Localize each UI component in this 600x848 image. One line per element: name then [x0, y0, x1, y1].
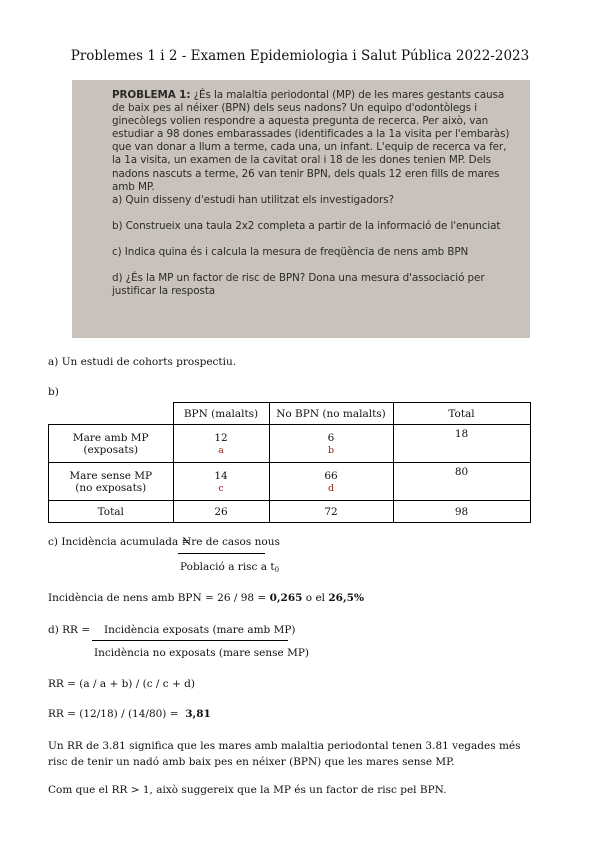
answer-c-result — [48, 592, 364, 604]
problem-heading: PROBLEMA 1: — [112, 89, 191, 101]
result-value: 0,265 — [269, 592, 303, 604]
row-label — [49, 425, 174, 463]
cell-value: 12 — [214, 431, 228, 444]
result-mid: o el — [305, 592, 326, 604]
answer-c-prefix: c) Incidència acumulada = — [48, 536, 191, 548]
question-b: b) Construeix una taula 2x2 completa a partir de la informació de l'enunciat — [112, 219, 501, 232]
rr-value: 3,81 — [185, 708, 211, 720]
contingency-table — [48, 402, 531, 523]
table-cell: 72 — [269, 501, 393, 523]
answer-d-numerator: Incidència exposats (mare amb MP) — [104, 624, 296, 636]
cell-letter: c — [218, 482, 224, 494]
table-cell — [269, 425, 393, 463]
question-d: d) ¿És la MP un factor de risc de BPN? Dona una mesura d'associació per justificar la resposta — [112, 272, 485, 298]
answer-c-denominator — [180, 561, 279, 574]
result-percent: 26,5% — [328, 592, 364, 604]
table-cell-total: 98 — [393, 501, 530, 523]
question-a: a) Quin disseny d'estudi han utilitzat els investigadors? — [112, 193, 394, 206]
cell-letter: d — [327, 482, 335, 494]
problem-statement — [112, 89, 514, 194]
answer-d-fraction-bar — [92, 640, 288, 641]
table-cell — [173, 463, 269, 501]
table-header-row — [49, 403, 531, 425]
cell-letter: b — [327, 444, 335, 456]
cell-value: 14 — [214, 469, 228, 482]
result-prefix: Incidència de nens amb BPN = 26 / 98 = — [48, 592, 267, 604]
answer-b-label: b) — [48, 386, 59, 398]
table-row — [49, 463, 531, 501]
rr-calc-prefix: RR = (12/18) / (14/80) = — [48, 708, 179, 720]
row-label: Total — [49, 501, 174, 523]
table-header-empty — [49, 403, 174, 425]
denominator-subscript: 0 — [274, 566, 280, 574]
answer-c-fraction-bar — [178, 553, 265, 554]
table-row — [49, 425, 531, 463]
answer-d-denominator: Incidència no exposats (mare sense MP) — [94, 647, 309, 659]
row-label-main: Mare sense MP — [69, 469, 153, 482]
table-cell: 26 — [173, 501, 269, 523]
row-label-sub: (no exposats) — [75, 481, 147, 494]
answer-d-prefix: d) RR = — [48, 624, 91, 636]
table-header: Total — [393, 403, 530, 425]
table-header: BPN (malalts) — [173, 403, 269, 425]
cell-letter: a — [218, 444, 224, 456]
denominator-text: Població a risc a t — [180, 561, 275, 573]
rr-calculation — [48, 708, 211, 720]
row-label-main: Mare amb MP — [72, 431, 149, 444]
page-title: Problemes 1 i 2 - Examen Epidemiologia i Salut Pública 2022-2023 — [70, 48, 530, 64]
table-cell-total: 18 — [393, 425, 530, 463]
cell-value: 6 — [327, 431, 335, 444]
problem-photo — [72, 80, 530, 338]
row-label-sub: (exposats) — [83, 443, 139, 456]
table-cell — [269, 463, 393, 501]
table-row-total — [49, 501, 531, 523]
rr-conclusion: Com que el RR > 1, això suggereix que la MP és un factor de risc pel BPN. — [48, 784, 447, 796]
problem-text: ¿És la malaltia periodontal (MP) de les mares gestants causa de baix pes al néixer (BPN) dels seus nadons? Un equipo d'odontòlegs i ginecòlegs volien respondre a aquesta pregunta de recerca. Per això, van estudiar a 98 dones embarassades (identificades a la 1a visita per l'embaràs) que van donar a llum a terme, cada una, un infant. L'equip de recerca va fer, la 1a visita, un examen de la cavitat oral i 18 de les dones tenien MP. Dels nadons nascuts a terme, 26 van tenir BPN, dels quals 12 eren fills de mares amb MP. — [112, 89, 510, 193]
table-header: No BPN (no malalts) — [269, 403, 393, 425]
rr-interpretation: Un RR de 3.81 significa que les mares amb malaltia periodontal tenen 3.81 vegades més risc de tenir un nadó amb baix pes en néixer (BPN) que les mares sense MP. — [48, 740, 521, 768]
cell-value: 66 — [324, 469, 338, 482]
question-c: c) Indica quina és i calcula la mesura de freqüència de nens amb BPN — [112, 245, 469, 258]
table-cell-total: 80 — [393, 463, 530, 501]
table-cell — [173, 425, 269, 463]
rr-formula: RR = (a / a + b) / (c / c + d) — [48, 678, 195, 690]
row-label — [49, 463, 174, 501]
answer-c-numerator: Nre de casos nous — [182, 536, 280, 548]
answer-a: a) Un estudi de cohorts prospectiu. — [48, 356, 237, 368]
